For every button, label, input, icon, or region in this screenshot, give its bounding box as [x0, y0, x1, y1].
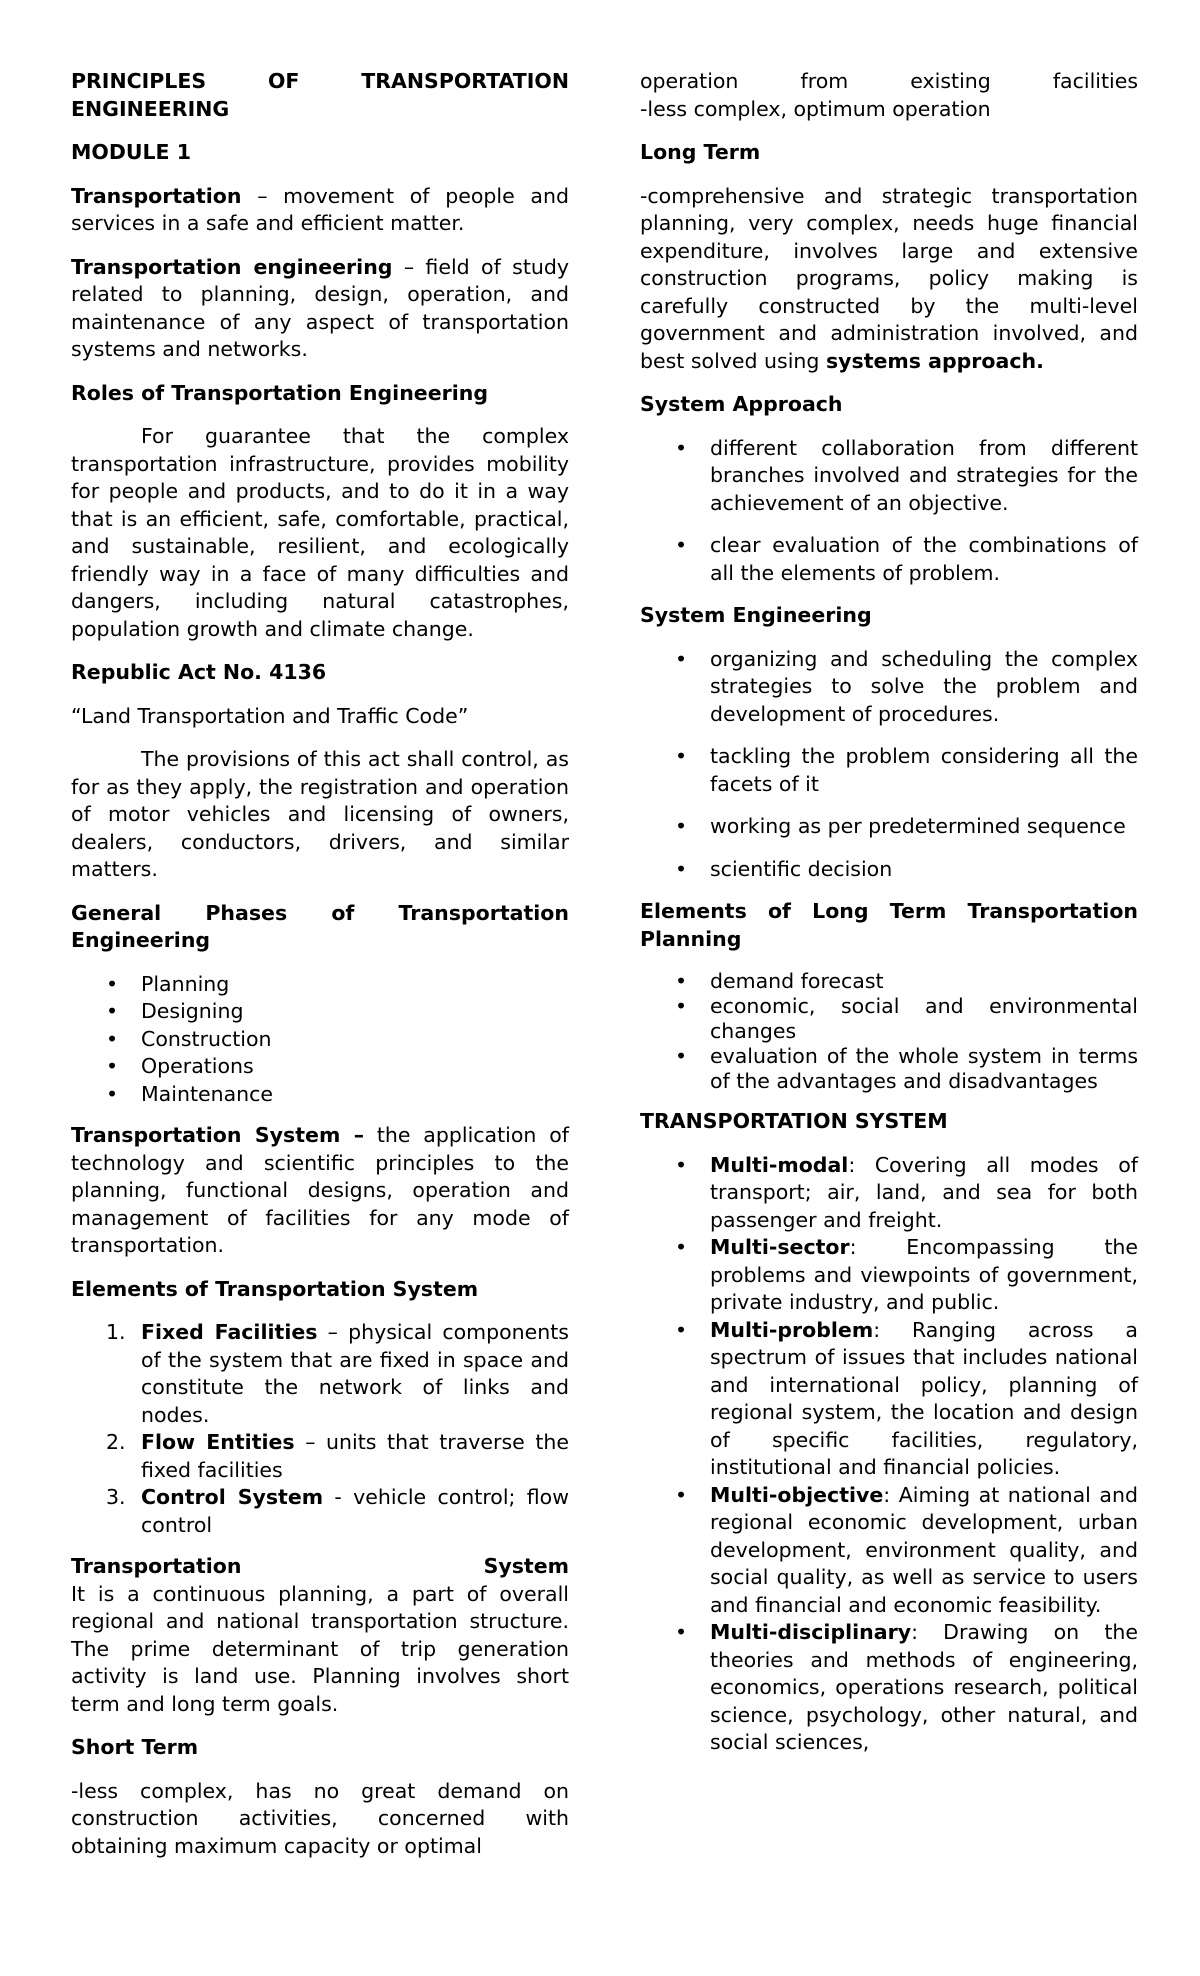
phases-list — [71, 971, 569, 1109]
right-column — [640, 68, 1138, 1771]
list-item: • Multi-problem: Ranging across a spectrum of issues that includes national and international policy, planning of regional system, the location and design of specific facilities, regulatory, institutional and financial policies. — [640, 1317, 1138, 1482]
long-term-planning-elements-list — [640, 969, 1138, 1094]
short-term-continued-2: -less complex, optimum operation — [640, 96, 991, 121]
list-item: • Multi-disciplinary: Drawing on the theories and methods of engineering, economics, operations research, political science, psychology, other natural, and social sciences, — [640, 1619, 1138, 1757]
elements-list — [71, 1319, 569, 1539]
roles-paragraph: For guarantee that the complex transportation infrastructure, provides mobility for people and products, and to do it in a way that is an efficient, safe, comfortable, practical, and sustainable, resilient, and ecologically friendly way in a face of many difficulties and dangers, including natural catastrophes, population growth and climate change. — [71, 424, 569, 641]
long-term-paragraph: -comprehensive and strategic transportation planning, very complex, needs huge financial expenditure, involves large and extensive construction programs, policy making is carefully constructed by the multi-level government and administration involved, and best solved using systems approach. — [640, 183, 1138, 373]
list-item: • organizing and scheduling the complex strategies to solve the problem and development of procedures. — [640, 646, 1138, 729]
list-item: • different collaboration from different branches involved and strategies for the achievement of an objective. — [640, 435, 1138, 518]
short-term-continued: operation from existing facilities — [640, 69, 1138, 93]
list-item: 3. Control System - vehicle control; flow control — [106, 1485, 569, 1537]
republic-act-paragraph: The provisions of this act shall control, as for as they apply, the registration and operation of motor vehicles and licensing of owners, dealers, conductors, drivers, and similar matters. — [71, 747, 569, 881]
roles-heading: Roles of Transportation Engineering — [71, 380, 488, 405]
list-item: • clear evaluation of the combinations of all the elements of problem. — [640, 532, 1138, 587]
module-heading: MODULE 1 — [71, 140, 191, 164]
list-item: • Planning — [71, 971, 569, 999]
list-item: • Multi-sector: Encompassing the problems and viewpoints of government, private industry, and public. — [640, 1234, 1138, 1317]
list-item: • economic, social and environmental changes — [640, 994, 1138, 1044]
list-item: • demand forecast — [640, 969, 1138, 994]
list-item: 1. Fixed Facilities – physical components of the system that are fixed in space and constitute the network of links and nodes. — [106, 1320, 569, 1427]
list-item: • Multi-modal: Covering all modes of transport; air, land, and sea for both passenger and freight. — [640, 1152, 1138, 1235]
short-term-heading: Short Term — [71, 1735, 199, 1759]
system-engineering-heading: System Engineering — [640, 603, 872, 627]
system-approach-list — [640, 435, 1138, 588]
general-phases-heading: General Phases of Transportation Engineering — [71, 900, 569, 952]
transportation-system-paragraph: It is a continuous planning, a part of overall regional and national transportation structure. The prime determinant of trip generation activity is land use. Planning involves short term and long term goals. — [71, 1581, 569, 1716]
system-engineering-list — [640, 646, 1138, 884]
long-term-planning-elements-heading: Elements of Long Term Transportation Planning — [640, 899, 1138, 951]
list-item: • scientific decision — [640, 856, 1138, 884]
transportation-system-definition: Transportation System – the application of technology and scientific principles to the planning, functional designs, operation and management of facilities for any mode of transportation. — [71, 1123, 569, 1257]
transportation-system-heading: TRANSPORTATION SYSTEM — [640, 1109, 948, 1133]
transportation-system-term: Transportation System – — [71, 1123, 365, 1147]
system-approach-heading: System Approach — [640, 392, 843, 416]
transportation-definition: Transportation – movement of people and services in a safe and efficient matter. — [71, 183, 569, 235]
list-item: • Operations — [71, 1053, 569, 1081]
list-item: • evaluation of the whole system in terms of the advantages and disadvantages — [640, 1044, 1138, 1094]
list-item: • Multi-objective: Aiming at national and regional economic development, urban development, environment quality, and social quality, as well as service to users and financial and economic feasibility. — [640, 1482, 1138, 1620]
transportation-engineering-definition: Transportation engineering – field of study related to planning, design, operation, and maintenance of any aspect of transportation systems and networks. — [71, 254, 569, 361]
short-term-paragraph: -less complex, has no great demand on construction activities, concerned with obtaining maximum capacity or optimal — [71, 1778, 569, 1858]
list-item: • tackling the problem considering all the facets of it — [640, 743, 1138, 798]
list-item: 2. Flow Entities – units that traverse the fixed facilities — [106, 1430, 570, 1482]
multi-characteristics-list — [640, 1152, 1138, 1757]
list-item: • Construction — [71, 1026, 569, 1054]
document-title: PRINCIPLES OF TRANSPORTATION ENGINEERING — [71, 69, 569, 121]
long-term-heading: Long Term — [640, 140, 761, 164]
transportation-engineering-term: Transportation engineering — [71, 254, 393, 279]
list-item: • working as per predetermined sequence — [640, 813, 1138, 841]
republic-act-subtitle: “Land Transportation and Traffic Code” — [71, 703, 469, 728]
transportation-system-planning-heading: Transportation System — [71, 1554, 569, 1578]
republic-act-heading: Republic Act No. 4136 — [71, 660, 327, 684]
list-item: • Maintenance — [71, 1081, 569, 1109]
elements-heading: Elements of Transportation System — [71, 1276, 479, 1301]
transportation-term: Transportation — [71, 183, 242, 208]
left-column — [71, 68, 569, 1876]
list-item: • Designing — [71, 998, 569, 1026]
